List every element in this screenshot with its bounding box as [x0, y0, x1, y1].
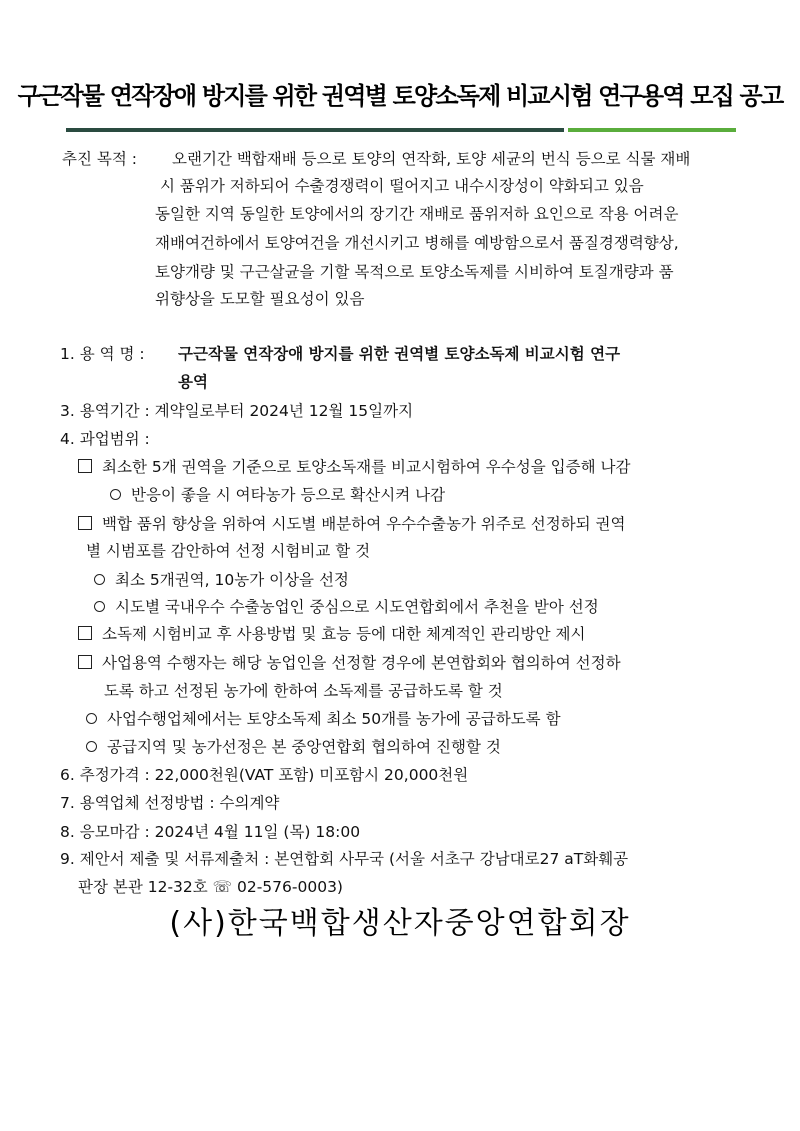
service-period: 3. 용역기간 : 계약일로부터 2024년 12월 15일까지 [60, 402, 414, 420]
circle-bullet-icon [94, 601, 105, 612]
circle-bullet-icon [94, 574, 105, 585]
checkbox-square-icon [78, 516, 92, 530]
service-name-line-2: 용역 [178, 373, 208, 391]
purpose-line-3: 동일한 지역 동일한 토양에서의 장기간 재배로 품위저하 요인으로 작용 어려운 [155, 205, 679, 223]
scope-item-2-text-1: 백합 품위 향상을 위하여 시도별 배분하여 우수수출농가 위주로 선정하되 권역 [102, 515, 626, 533]
purpose-line-6: 위향상을 도모할 필요성이 있음 [155, 290, 365, 308]
title-underline-dark [66, 128, 564, 132]
service-name-line-1: 구근작물 연작장애 방지를 위한 권역별 토양소독제 비교시험 연구 [178, 345, 621, 363]
submission-line-1: 9. 제안서 제출 및 서류제출처 : 본연합회 사무국 (서울 서초구 강남대로27 aT화훼공 [60, 850, 629, 868]
scope-item-2-sub-1 [94, 569, 349, 591]
scope-item-1-sub [110, 484, 445, 506]
scope-item-3 [78, 623, 586, 645]
scope-label: 4. 과업범위 : [60, 430, 150, 448]
purpose-line-1: 오랜기간 백합재배 등으로 토양의 연작화, 토양 세균의 번식 등으로 식물 재배 [172, 150, 691, 168]
scope-item-2-text-2: 별 시범포를 감안하여 선정 시험비교 할 것 [86, 542, 371, 560]
scope-item-4-text-2: 도록 하고 선정된 농가에 한하여 소독제를 공급하도록 할 것 [104, 682, 503, 700]
scope-item-2 [78, 513, 625, 535]
scope-item-4-text-1: 사업용역 수행자는 해당 농업인을 선정할 경우에 본연합회와 협의하여 선정하 [102, 654, 621, 672]
scope-item-2-sub-2-text: 시도별 국내우수 수출농업인 중심으로 시도연합회에서 추천을 받아 선정 [115, 598, 599, 616]
estimated-price: 6. 추정가격 : 22,000천원(VAT 포함) 미포함시 20,000천원 [60, 766, 469, 784]
purpose-line-5: 토양개량 및 구근살균을 기할 목적으로 토양소독제를 시비하여 토질개량과 품 [155, 263, 674, 281]
application-deadline: 8. 응모마감 : 2024년 4월 11일 (목) 18:00 [60, 823, 361, 841]
submission-line-2: 판장 본관 12-32호 ☏ 02-576-0003) [78, 878, 343, 896]
checkbox-square-icon [78, 626, 92, 640]
purpose-line-4: 재배여건하에서 토양여건을 개선시키고 병해를 예방함으로서 품질경쟁력향상, [155, 234, 679, 252]
circle-bullet-icon [110, 489, 121, 500]
checkbox-square-icon [78, 459, 92, 473]
notice-title: 구근작물 연작장애 방지를 위한 권역별 토양소독제 비교시험 연구용역 모집 공고 [17, 82, 783, 110]
scope-item-1-sub-text: 반응이 좋을 시 여타농가 등으로 확산시켜 나감 [131, 486, 446, 504]
scope-item-3-text: 소독제 시험비교 후 사용방법 및 효능 등에 대한 체계적인 관리방안 제시 [102, 625, 586, 643]
selection-method: 7. 용역업체 선정방법 : 수의계약 [60, 794, 280, 812]
service-name-label: 1. 용 역 명 : [60, 345, 145, 363]
scope-item-4-sub-1-text: 사업수행업체에서는 토양소독제 최소 50개를 농가에 공급하도록 함 [107, 710, 561, 728]
scope-item-4-sub-2 [86, 736, 501, 758]
purpose-label: 추진 목적 : [62, 150, 137, 168]
scope-item-1-text: 최소한 5개 권역을 기준으로 토양소독재를 비교시험하여 우수성을 입증해 나감 [102, 458, 631, 476]
scope-item-4-sub-2-text: 공급지역 및 농가선정은 본 중앙연합회 협의하여 진행할 것 [107, 738, 501, 756]
scope-item-4-sub-1 [86, 708, 561, 730]
purpose-line-2: 시 품위가 저하되어 수출경쟁력이 떨어지고 내수시장성이 약화되고 있음 [160, 177, 644, 195]
title-underline-light [568, 128, 736, 132]
issuer-signature: (사)한국백합생산자중앙연합회장 [169, 906, 631, 941]
circle-bullet-icon [86, 741, 97, 752]
scope-item-1 [78, 456, 630, 478]
scope-item-2-sub-1-text: 최소 5개권역, 10농가 이상을 선정 [115, 571, 349, 589]
checkbox-square-icon [78, 655, 92, 669]
circle-bullet-icon [86, 713, 97, 724]
scope-item-2-sub-2 [94, 596, 599, 618]
scope-item-4 [78, 652, 621, 674]
